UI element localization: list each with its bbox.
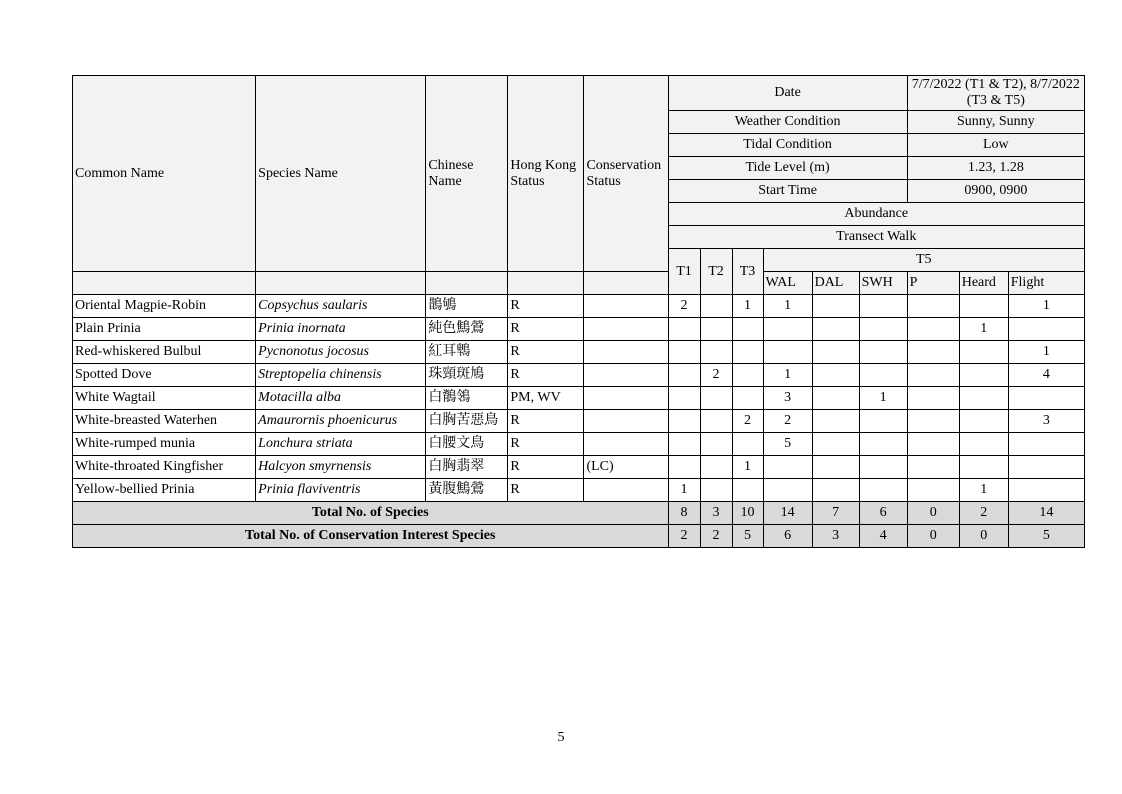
header-col-spacer [256,272,426,295]
flight-count-cell [1008,387,1084,410]
species-name-cell: Prinia flaviventris [256,479,426,502]
table-row [73,295,1085,318]
table-row [73,318,1085,341]
header-heard: Heard [959,272,1008,295]
wal-total-cell: 6 [763,525,812,548]
t3-count-cell [732,364,763,387]
t1-count-cell [668,410,700,433]
common-name-cell: White-rumped munia [73,433,256,456]
species-name-cell: Lonchura striata [256,433,426,456]
t2-total-cell: 3 [700,502,732,525]
dal-count-cell [812,433,859,456]
header-chinese-name: Chinese Name [426,76,508,272]
heard-count-cell [959,295,1008,318]
bird-survey-table [72,75,1085,548]
tide-level-value: 1.23, 1.28 [907,157,1084,180]
t3-total-cell: 5 [732,525,763,548]
p-count-cell [907,341,959,364]
t1-count-cell [668,456,700,479]
flight-count-cell: 4 [1008,364,1084,387]
header-conservation-status: Conservation Status [584,76,668,272]
header-swh: SWH [859,272,907,295]
start-time-value: 0900, 0900 [907,180,1084,203]
t1-total-cell: 8 [668,502,700,525]
chinese-name-cell: 白胸翡翠 [426,456,508,479]
flight-count-cell [1008,479,1084,502]
header-col-spacer [584,272,668,295]
swh-count-cell [859,433,907,456]
header-col-spacer [73,272,256,295]
tide-level-label: Tide Level (m) [668,157,907,180]
swh-total-cell: 6 [859,502,907,525]
swh-count-cell [859,318,907,341]
header-wal: WAL [763,272,812,295]
p-total-cell: 0 [907,525,959,548]
t3-count-cell [732,479,763,502]
heard-count-cell [959,387,1008,410]
t2-count-cell [700,295,732,318]
swh-count-cell: 1 [859,387,907,410]
t2-count-cell [700,479,732,502]
chinese-name-cell: 紅耳鵯 [426,341,508,364]
dal-count-cell [812,479,859,502]
table-row [73,433,1085,456]
t3-total-cell: 10 [732,502,763,525]
t3-count-cell [732,387,763,410]
t1-count-cell [668,387,700,410]
hk-status-cell: R [508,318,584,341]
hk-status-cell: R [508,364,584,387]
flight-count-cell: 1 [1008,341,1084,364]
t1-count-cell [668,341,700,364]
flight-count-cell [1008,433,1084,456]
wal-count-cell: 3 [763,387,812,410]
heard-count-cell [959,341,1008,364]
common-name-cell: Yellow-bellied Prinia [73,479,256,502]
dal-total-cell: 7 [812,502,859,525]
heard-count-cell [959,364,1008,387]
dal-count-cell [812,456,859,479]
t2-count-cell [700,318,732,341]
flight-count-cell: 1 [1008,295,1084,318]
t3-count-cell: 2 [732,410,763,433]
t3-count-cell [732,318,763,341]
totals-rows [73,502,1085,548]
wal-count-cell [763,341,812,364]
p-count-cell [907,410,959,433]
flight-count-cell [1008,318,1084,341]
heard-count-cell: 1 [959,479,1008,502]
swh-count-cell [859,295,907,318]
date-value: 7/7/2022 (T1 & T2), 8/7/2022 (T3 & T5) [907,76,1084,111]
heard-count-cell [959,456,1008,479]
t1-count-cell: 2 [668,295,700,318]
header-t3: T3 [732,249,763,295]
hk-status-cell: R [508,479,584,502]
dal-count-cell [812,364,859,387]
date-label: Date [668,76,907,111]
wal-count-cell: 5 [763,433,812,456]
t2-count-cell [700,456,732,479]
p-count-cell [907,295,959,318]
p-total-cell: 0 [907,502,959,525]
dal-count-cell [812,387,859,410]
transect-walk-header: Transect Walk [668,226,1085,249]
species-name-cell: Copsychus saularis [256,295,426,318]
wal-count-cell [763,318,812,341]
t3-count-cell: 1 [732,295,763,318]
totals-label: Total No. of Conservation Interest Species [73,525,669,548]
conservation-status-cell [584,318,668,341]
swh-count-cell [859,364,907,387]
weather-value: Sunny, Sunny [907,111,1084,134]
conservation-status-cell [584,410,668,433]
hk-status-cell: PM, WV [508,387,584,410]
dal-count-cell [812,318,859,341]
swh-count-cell [859,341,907,364]
dal-count-cell [812,295,859,318]
t1-total-cell: 2 [668,525,700,548]
t1-count-cell [668,433,700,456]
header-dal: DAL [812,272,859,295]
common-name-cell: Oriental Magpie-Robin [73,295,256,318]
species-name-cell: Motacilla alba [256,387,426,410]
species-rows [73,295,1085,502]
heard-count-cell: 1 [959,318,1008,341]
wal-count-cell [763,456,812,479]
chinese-name-cell: 純色鷦鶯 [426,318,508,341]
t1-count-cell [668,318,700,341]
hk-status-cell: R [508,295,584,318]
header-t5: T5 [763,249,1084,272]
p-count-cell [907,479,959,502]
species-name-cell: Prinia inornata [256,318,426,341]
t2-total-cell: 2 [700,525,732,548]
header-t2: T2 [700,249,732,295]
swh-total-cell: 4 [859,525,907,548]
flight-total-cell: 14 [1008,502,1084,525]
p-count-cell [907,364,959,387]
wal-count-cell: 2 [763,410,812,433]
table-row [73,479,1085,502]
table-row [73,364,1085,387]
wal-total-cell: 14 [763,502,812,525]
table-row [73,410,1085,433]
hk-status-cell: R [508,456,584,479]
species-name-cell: Streptopelia chinensis [256,364,426,387]
chinese-name-cell: 白鶺鴒 [426,387,508,410]
header-p: P [907,272,959,295]
header-species-name: Species Name [256,76,426,272]
chinese-name-cell: 白腰文鳥 [426,433,508,456]
t2-count-cell [700,410,732,433]
conservation-status-cell [584,433,668,456]
header-col-spacer [426,272,508,295]
conservation-status-cell [584,479,668,502]
table-row [73,456,1085,479]
table-row [73,387,1085,410]
hk-status-cell: R [508,410,584,433]
swh-count-cell [859,410,907,433]
t1-count-cell: 1 [668,479,700,502]
flight-total-cell: 5 [1008,525,1084,548]
totals-row [73,525,1085,548]
heard-total-cell: 2 [959,502,1008,525]
dal-count-cell [812,341,859,364]
swh-count-cell [859,479,907,502]
flight-count-cell: 3 [1008,410,1084,433]
chinese-name-cell: 白胸苦惡鳥 [426,410,508,433]
common-name-cell: White Wagtail [73,387,256,410]
common-name-cell: Red-whiskered Bulbul [73,341,256,364]
abundance-header: Abundance [668,203,1085,226]
common-name-cell: White-breasted Waterhen [73,410,256,433]
dal-total-cell: 3 [812,525,859,548]
totals-row [73,502,1085,525]
flight-count-cell [1008,456,1084,479]
conservation-status-cell [584,387,668,410]
conservation-status-cell: (LC) [584,456,668,479]
species-name-cell: Halcyon smyrnensis [256,456,426,479]
tidal-value: Low [907,134,1084,157]
chinese-name-cell: 黃腹鷦鶯 [426,479,508,502]
heard-total-cell: 0 [959,525,1008,548]
p-count-cell [907,456,959,479]
wal-count-cell: 1 [763,364,812,387]
conservation-status-cell [584,341,668,364]
common-name-cell: Plain Prinia [73,318,256,341]
swh-count-cell [859,456,907,479]
wal-count-cell [763,479,812,502]
chinese-name-cell: 珠頸斑鳩 [426,364,508,387]
totals-label: Total No. of Species [73,502,669,525]
p-count-cell [907,433,959,456]
t2-count-cell [700,433,732,456]
table-row [73,341,1085,364]
species-name-cell: Amaurornis phoenicurus [256,410,426,433]
header-col-spacer [508,272,584,295]
p-count-cell [907,318,959,341]
t2-count-cell [700,387,732,410]
species-name-cell: Pycnonotus jocosus [256,341,426,364]
conservation-status-cell [584,364,668,387]
start-time-label: Start Time [668,180,907,203]
hk-status-cell: R [508,341,584,364]
t2-count-cell [700,341,732,364]
page-number: 5 [557,730,565,745]
heard-count-cell [959,433,1008,456]
t2-count-cell: 2 [700,364,732,387]
header-common-name: Common Name [73,76,256,272]
p-count-cell [907,387,959,410]
tidal-label: Tidal Condition [668,134,907,157]
common-name-cell: Spotted Dove [73,364,256,387]
dal-count-cell [812,410,859,433]
t1-count-cell [668,364,700,387]
header-hk-status: Hong Kong Status [508,76,584,272]
header-flight: Flight [1008,272,1084,295]
conservation-status-cell [584,295,668,318]
t3-count-cell [732,341,763,364]
t3-count-cell [732,433,763,456]
chinese-name-cell: 鵲鴝 [426,295,508,318]
t3-count-cell: 1 [732,456,763,479]
weather-label: Weather Condition [668,111,907,134]
hk-status-cell: R [508,433,584,456]
header-t1: T1 [668,249,700,295]
wal-count-cell: 1 [763,295,812,318]
heard-count-cell [959,410,1008,433]
common-name-cell: White-throated Kingfisher [73,456,256,479]
